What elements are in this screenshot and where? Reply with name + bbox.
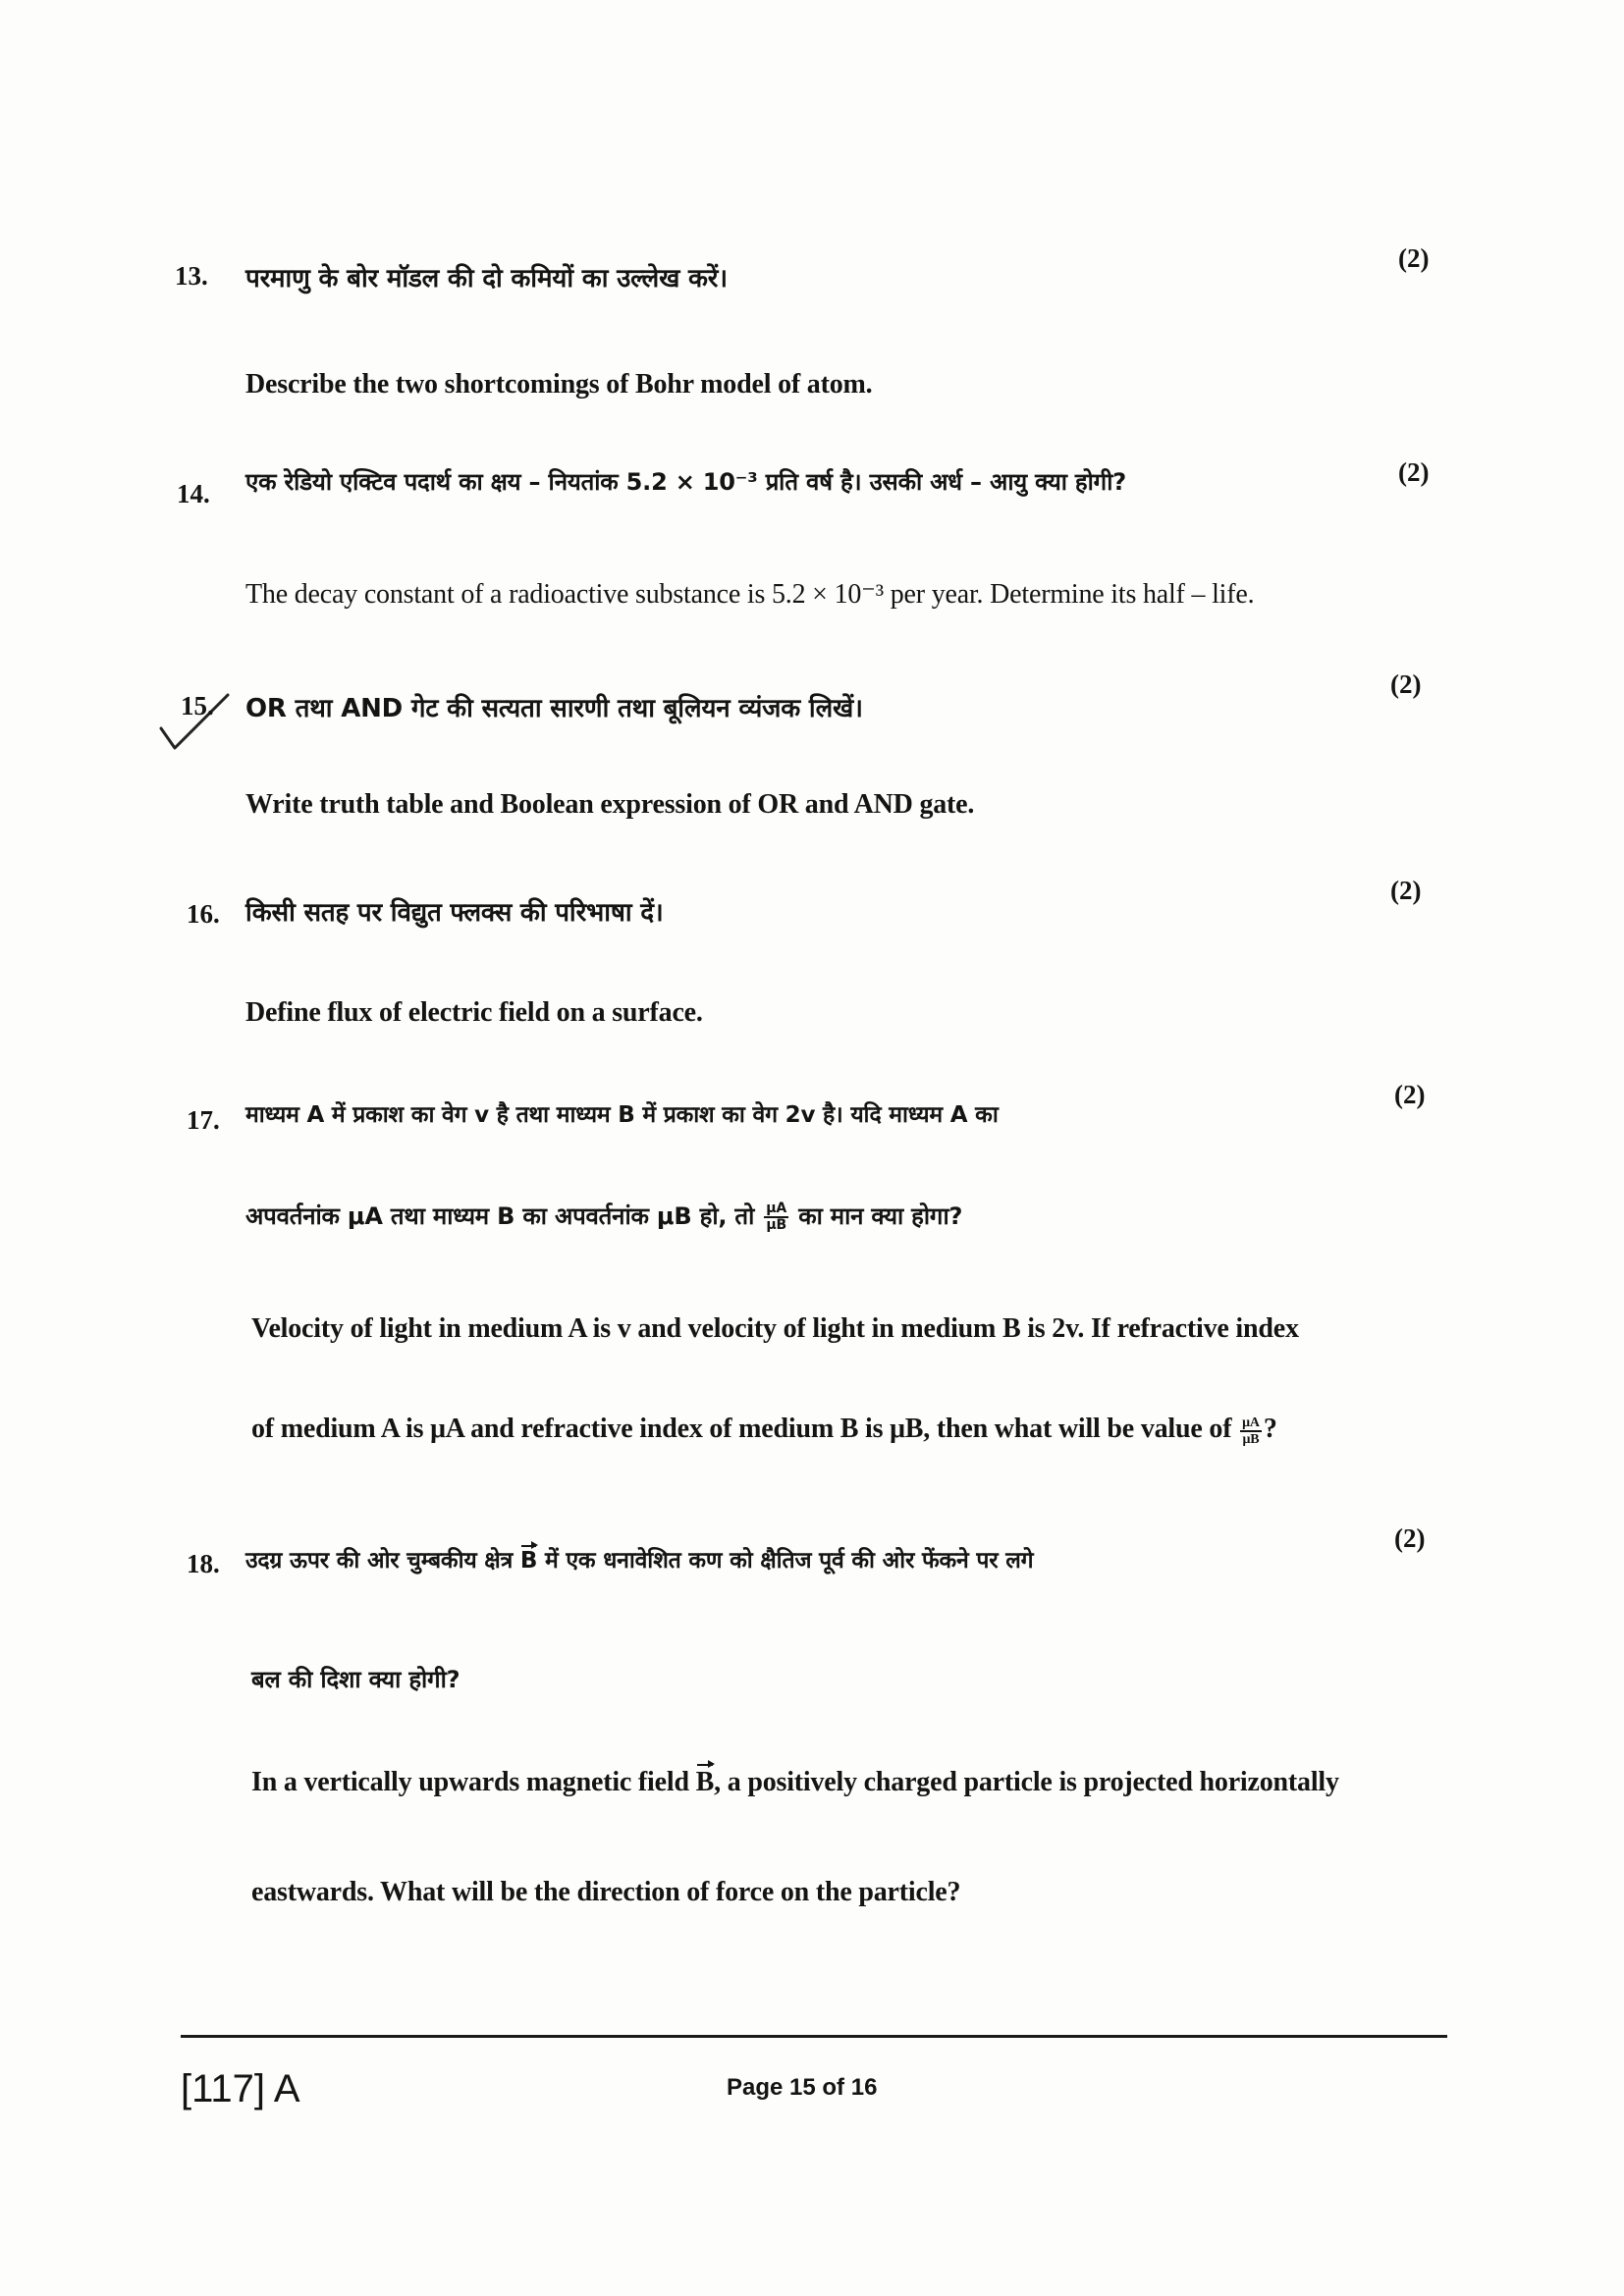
question-17-hindi-line-2-end: का मान क्या होगा? — [798, 1202, 963, 1230]
mu-ratio-fraction — [764, 1201, 788, 1233]
question-14-english: The decay constant of a radioactive substance is 5.2 × 10⁻³ per year. Determine its half – life. — [245, 579, 1255, 610]
question-17-hindi-line-2-text: अपवर्तनांक μA तथा माध्यम B का अपवर्तनांक μB हो, तो — [245, 1202, 755, 1230]
question-18-hindi-line-1 — [245, 1543, 1033, 1575]
question-18-hindi-line-2: बल की दिशा क्या होगी? — [251, 1666, 460, 1693]
question-15-english: Write truth table and Boolean expression of OR and AND gate. — [245, 789, 975, 820]
question-17-english-line-2 — [251, 1414, 1277, 1447]
question-14-hindi: एक रेडियो एक्टिव पदार्थ का क्षय – नियतांक 5.2 × 10⁻³ प्रति वर्ष है। उसकी अर्ध – आयु क्या होगी? — [245, 468, 1126, 496]
question-13-hindi: परमाणु के बोर मॉडल की दो कमियों का उल्लेख करें। — [245, 264, 728, 294]
question-15-number: 15. — [181, 691, 214, 721]
footer-divider — [181, 2035, 1447, 2038]
paper-code: [117] A — [181, 2067, 300, 2110]
question-17-number: 17. — [187, 1105, 220, 1135]
question-18-english-line-1-text: In a vertically upwards magnetic field — [251, 1767, 689, 1797]
question-15-marks: (2) — [1390, 669, 1422, 699]
question-14-number: 14. — [177, 479, 210, 508]
question-18-english-line-1 — [251, 1767, 1339, 1798]
question-17-hindi-line-2 — [245, 1200, 962, 1233]
question-15-hindi: OR तथा AND गेट की सत्यता सारणी तथा बूलियन व्यंजक लिखें। — [245, 694, 863, 723]
question-13-marks: (2) — [1398, 243, 1430, 273]
vector-b-symbol-english: B — [695, 1767, 715, 1797]
fraction-denominator: μB — [766, 1217, 786, 1233]
question-16-number: 16. — [187, 899, 220, 929]
fraction-numerator: μA — [1242, 1415, 1260, 1430]
question-18-hindi-line-1-text: उदग्र ऊपर की ओर चुम्बकीय क्षेत्र — [245, 1548, 514, 1574]
question-17-english-line-2-end: ? — [1263, 1414, 1277, 1444]
question-17-english-line-1: Velocity of light in medium A is v and velocity of light in medium B is 2v. If refractive index — [251, 1313, 1299, 1344]
question-17-english-line-2-text: of medium A is μA and refractive index of medium B is μB, then what will be value of — [251, 1414, 1232, 1444]
question-16-english: Define flux of electric field on a surface. — [245, 997, 703, 1028]
question-16-hindi: किसी सतह पर विद्युत फ्लक्स की परिभाषा दें। — [245, 898, 664, 928]
question-18-hindi-line-1-end: में एक धनावेशित कण को क्षैतिज पूर्व की ओर फेंकने पर लगे — [545, 1548, 1034, 1574]
question-13-english: Describe the two shortcomings of Bohr model of atom. — [245, 369, 873, 400]
question-16-marks: (2) — [1390, 876, 1422, 905]
page-number: Page 15 of 16 — [727, 2074, 878, 2101]
fraction-denominator: μB — [1242, 1431, 1260, 1447]
question-14-marks: (2) — [1398, 457, 1430, 487]
question-17-marks: (2) — [1394, 1080, 1426, 1109]
vector-b-symbol: B — [519, 1548, 538, 1574]
question-13-number: 13. — [175, 261, 208, 291]
mu-ratio-fraction-english — [1240, 1415, 1262, 1447]
question-17-hindi-line-1: माध्यम A में प्रकाश का वेग v है तथा माध्यम B में प्रकाश का वेग 2v है। यदि माध्यम A का — [245, 1102, 999, 1128]
question-18-number: 18. — [187, 1549, 220, 1578]
question-18-english-line-1-end: , a positively charged particle is projected horizontally — [714, 1767, 1339, 1797]
fraction-numerator: μA — [766, 1201, 787, 1216]
question-18-english-line-2: eastwards. What will be the direction of force on the particle? — [251, 1877, 961, 1907]
question-18-marks: (2) — [1394, 1523, 1426, 1553]
